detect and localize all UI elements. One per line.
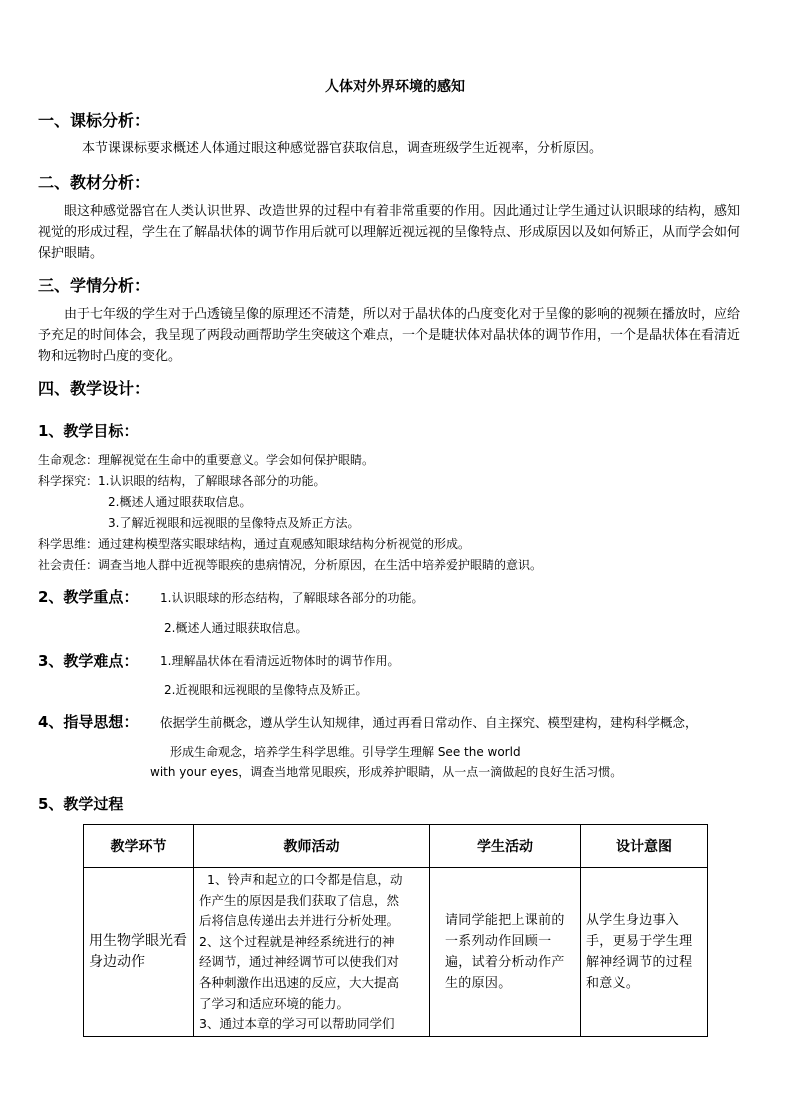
goal-scientific-thinking: 科学思维：通过建构模型落实眼球结构，通过直观感知眼球结构分析视觉的形成。 — [38, 537, 471, 551]
guiding-text-line-1: 依据学生前概念，遵从学生认知规律，通过再看日常动作、自主探究、模型建构，建构科学概念， — [160, 715, 698, 730]
goal-life-concept: 生命观念：理解视觉在生命中的重要意义。学会如何保护眼睛。 — [38, 453, 375, 467]
goal-inquiry-item-3: 3.了解近视眼和远视眼的呈像特点及矫正方法。 — [108, 516, 360, 530]
col-header-stage: 教学环节 — [84, 825, 194, 868]
teacher-activity-line: 了学习和适应环境的能力。 — [199, 995, 350, 1011]
guiding-text-line-2: 形成生命观念，培养学生科学思维。引导学生理解 See the world — [170, 745, 521, 759]
cell-student-activity — [430, 868, 581, 1037]
heading-teaching-process: 5、教学过程 — [38, 795, 124, 813]
design-intent-text: 从学生身边事入手，更易于学生理解神经调节的过程和意义。 — [586, 913, 693, 991]
heading-curriculum-analysis: 一、课标分析： — [38, 111, 151, 130]
heading-textbook-analysis: 二、教材分析： — [38, 173, 151, 192]
goal-social-responsibility: 社会责任：调查当地人群中近视等眼疾的患病情况，分析原因，在生活中培养爱护眼睛的意识。 — [38, 558, 543, 572]
difficulty-1: 1.理解晶状体在看清远近物体时的调节作用。 — [160, 654, 400, 668]
heading-guiding-thought: 4、指导思想： — [38, 713, 139, 731]
teacher-activity-line: 后将信息传递出去并进行分析处理。 — [199, 913, 400, 929]
teacher-activity-line: 1、铃声和起立的口令都是信息，动 — [207, 872, 403, 887]
student-activity-text: 请同学能把上课前的一系列动作回顾一遍，试着分析动作产生的原因。 — [445, 913, 565, 991]
teaching-process-table — [83, 824, 708, 1037]
teacher-activity-line: 作产生的原因是我们获取了信息，然 — [199, 892, 400, 908]
table-header-row — [84, 825, 708, 868]
col-header-student-activity: 学生活动 — [430, 825, 581, 868]
col-header-design-intent: 设计意图 — [581, 825, 708, 868]
student-analysis-text: 由于七年级的学生对于凸透镜呈像的原理还不清楚，所以对于晶状体的凸度变化对于呈像的影响的视频在播放时，应给予充足的时间体会，我呈现了两段动画帮助学生突破这个难点，一个是睫状体对晶状体的调节作用，一个是晶状体在看清近物和远物时凸度的变化。 — [38, 307, 741, 364]
goal-inquiry-item-2: 2.概述人通过眼获取信息。 — [108, 495, 252, 509]
curriculum-analysis-text: 本节课课标要求概述人体通过眼这种感觉器官获取信息，调查班级学生近视率，分析原因。 — [82, 141, 603, 156]
cell-stage — [84, 868, 194, 1037]
goal-scientific-inquiry: 科学探究：1.认识眼的结构，了解眼球各部分的功能。 — [38, 474, 326, 488]
textbook-analysis-text: 眼这种感觉器官在人类认识世界、改造世界的过程中有着非常重要的作用。因此通过让学生通过认识眼球的结构，感知视觉的形成过程，学生在了解晶状体的调节作用后就可以理解近视远视的呈像特点、形成原因以及如何矫正，从而学会如何保护眼睛。 — [38, 204, 741, 261]
page-title: 人体对外界环境的感知 — [325, 79, 465, 95]
col-header-teacher-activity: 教师活动 — [194, 825, 430, 868]
heading-key-points: 2、教学重点： — [38, 588, 139, 606]
teacher-activity-line: 2、这个过程就是神经系统进行的神 — [199, 933, 395, 949]
cell-teacher-activity — [194, 868, 430, 1037]
teacher-activity-line: 各种刺激作出迅速的反应，大大提高 — [199, 974, 400, 990]
teacher-activity-line: 3、通过本章的学习可以帮助同学们 — [199, 1016, 395, 1032]
cell-design-intent — [581, 868, 708, 1037]
stage-text: 用生物学眼光看身边动作 — [89, 933, 187, 970]
heading-student-analysis: 三、学情分析： — [38, 276, 151, 295]
heading-teaching-goals: 1、教学目标： — [38, 422, 139, 440]
teacher-activity-line: 经调节，通过神经调节可以使我们对 — [199, 954, 400, 970]
difficulty-2: 2.近视眼和远视眼的呈像特点及矫正。 — [164, 683, 368, 697]
key-point-2: 2.概述人通过眼获取信息。 — [164, 621, 308, 635]
guiding-text-line-3: with your eyes，调查当地常见眼疾，形成养护眼睛，从一点一滴做起的良好生活习惯。 — [150, 765, 623, 779]
heading-teaching-design: 四、教学设计： — [38, 379, 151, 398]
table-row — [84, 868, 708, 1037]
heading-difficulties: 3、教学难点： — [38, 652, 139, 670]
key-point-1: 1.认识眼球的形态结构，了解眼球各部分的功能。 — [160, 591, 424, 605]
